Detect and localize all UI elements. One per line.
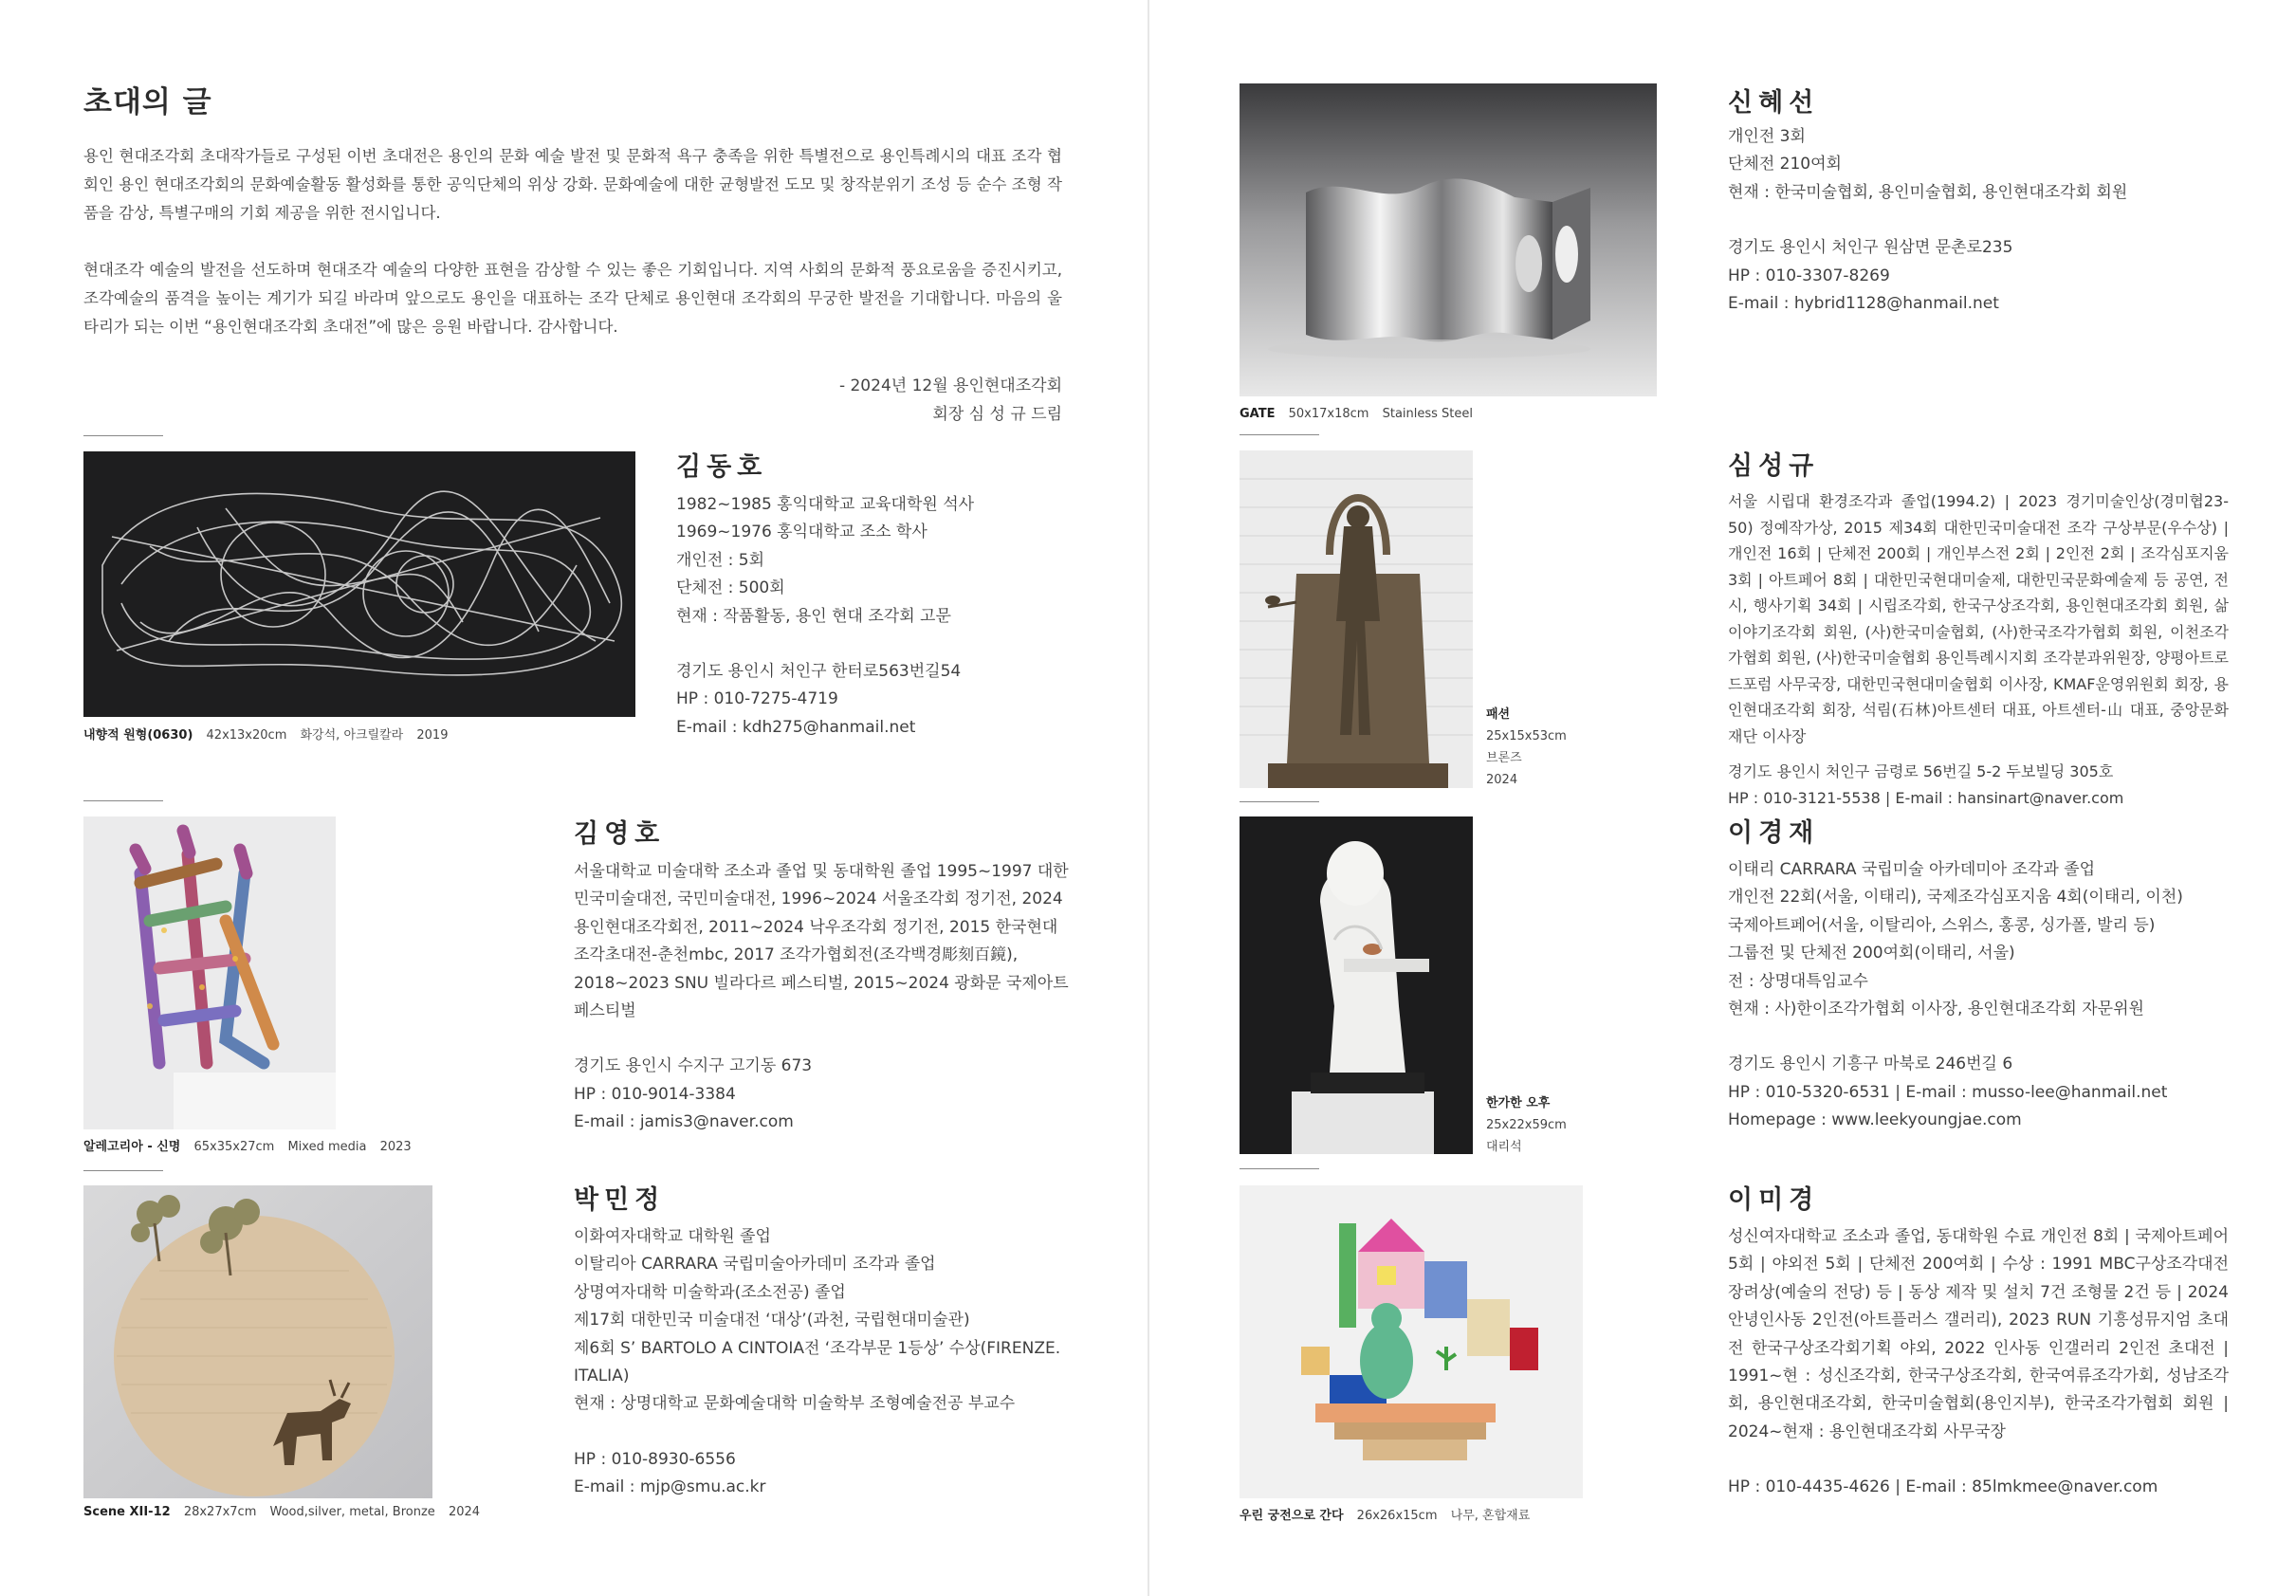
bio-line: 현재 : 작품활동, 용인 현대 조각회 고문 [676,606,951,626]
caption-size: 28x27x7cm [183,1505,257,1519]
artist-info-shin-hyesun [1728,123,2127,318]
bio-line: 1969~1976 홍익대학교 조소 학사 [676,523,928,542]
bio-line: 전 : 상명대특임교수 [1728,971,1868,991]
contact-address: 경기도 용인시 처인구 한터로563번길54 [676,662,962,682]
caption-title: 패션 [1486,707,1511,722]
contact-address: 경기도 용인시 처인구 금령로 56번길 5-2 두보빌딩 305호 [1728,762,2114,780]
bio-line: 제17회 대한민국 미술대전 ‘대상’(과천, 국립현대미술관) [574,1311,970,1330]
caption-title: Scene XII-12 [83,1505,171,1519]
artwork-caption-kim-dongho [83,725,457,743]
artist-name-shin-hyesun: 신혜선 [1728,88,1820,118]
contact-phone: HP : 010-3307-8269 [1728,266,1890,285]
bio-line: 1982~1985 홍익대학교 교육대학원 석사 [676,495,975,514]
section-divider [83,800,163,801]
bio-line: 그룹전 및 단체전 200여회(이태리, 서울) [1728,944,2015,963]
section-divider [83,435,163,436]
contact-phone-email: HP : 010-3121-5538 | E-mail : hansinart@naver.com [1728,788,2124,807]
bio-line: 이태리 CARRARA 국립미술 아카데미아 조각과 졸업 [1728,860,2096,879]
bio-line: 단체전 : 500회 [676,578,785,598]
bio-text: 서울 시립대 환경조각과 졸업(1994.2) | 2023 경기미술인상(경미협23-50) 정예작가상, 2015 제34회 대한민국미술대전 조각 구상부문(우수상) | 개인전 16회 | 단체전 200회 | 개인부스전 2회 | 2인전 2회 | 조각심포지움 3회 | 아트페어 8회 | 대한민국현대미술제, 대한민국문화예술제 등 공연, 전시, 행사기획 34회 | 시립조각회, 한국구상조각회, 용인현대조각회 회원, 삶 이야기조각회 회원, (사)한국미술협회, (사)한국조각가협회 회원, 이천조각가협회 회원, (사)한국미술협회 용인특례시지회 조각분과위원장, 양평아트로드포럼 사무국장, 대한민국현대미술협회 이사장, KMAF운영위원회 회장, 용인현대조각회 회장, 석림(石林)아트센터 대표, 아트센터-山 대표, 중앙문화재단 이사장 [1728,492,2229,745]
caption-title: 한가한 오후 [1486,1096,1551,1110]
artwork-caption-park-minjung [83,1505,489,1519]
contact-phone-email: HP : 010-4435-4626 | E-mail : 85lmkmee@naver.com [1728,1477,2158,1497]
artist-info-kim-youngho [574,858,1072,1137]
caption-material: Wood,silver, metal, Bronze [269,1505,435,1519]
artwork-image-shim-sunggyu [1240,450,1473,788]
section-divider [1240,801,1319,802]
caption-size: 42x13x20cm [206,728,287,743]
bio-line: 개인전 : 5회 [676,550,765,570]
artwork-image-lee-mikyung [1240,1185,1583,1498]
intro-signature-name: 회장 심 성 규 드림 [932,405,1062,424]
caption-material: 나무, 혼합재료 [1450,1509,1531,1523]
caption-material: Stainless Steel [1382,407,1474,421]
artist-name-lee-kyungjae: 이경재 [1728,818,1820,848]
caption-title: 알레고리아 - 신명 [83,1140,181,1154]
artwork-caption-shin-hyesun [1240,407,1482,421]
artwork-image-lee-kyungjae [1240,816,1473,1154]
caption-year: 2019 [416,728,449,743]
contact-address: 경기도 용인시 처인구 원삼면 문촌로235 [1728,238,2013,258]
caption-year: 2023 [379,1140,412,1154]
bio-line: 이탈리아 CARRARA 국립미술아카데미 조각과 졸업 [574,1255,936,1275]
caption-size: 65x35x27cm [193,1140,275,1154]
caption-title: 내향적 원형(0630) [83,728,193,743]
caption-material: 브론즈 [1486,751,1522,765]
contact-address: 경기도 용인시 수지구 고기동 673 [574,1056,813,1076]
contact-homepage: Homepage : www.leekyoungjae.com [1728,1110,2022,1130]
contact-phone: HP : 010-7275-4719 [676,689,838,709]
intro-paragraph-1: 용인 현대조각회 초대작가들로 구성된 이번 초대전은 용인의 문화 예술 발전 및 문화적 욕구 충족을 위한 특별전으로 용인특례시의 대표 조각 협회인 용인 현대조각회의 문화예술활동 활성화를 통한 공익단체의 위상 강화. 문화예술에 대한 균형발전 도모 및 창작분위기 조성 등 순수 조형 작품을 감상, 특별구매의 기회 제공을 위한 전시입니다. [83,147,1062,222]
artwork-caption-shim-sunggyu [1486,704,1567,791]
artwork-image-kim-youngho [83,816,336,1129]
bio-line: 단체전 210여회 [1728,155,1842,174]
artist-name-kim-youngho: 김영호 [574,819,666,849]
caption-title: GATE [1240,407,1276,421]
artist-info-lee-kyungjae [1728,856,2183,1135]
bio-text: 성신여자대학교 조소과 졸업, 동대학원 수료 개인전 8회 | 국제아트페어 5회 | 야외전 5회 | 단체전 200여회 | 수상 : 1991 MBC구상조각대전 장려상(예술의 전당) 등 | 동상 제작 및 설치 7건 조형물 2건 등 | 2024 안녕인사동 2인전(아트플러스 갤러리), 2023 RUN 기흥성뮤지엄 초대전 한국구상조각회기획 야외, 2022 인사동 인갤러리 2인전 초대전 | 1991~현 : 성신조각회, 한국구상조각회, 한국여류조각가회, 성남조각회, 용인현대조각회, 한국미술협회(용인지부), 한국조각가협회 회원 | 2024~현재 : 용인현대조각회 사무국장 [1728,1227,2229,1441]
artist-info-kim-dongho [676,491,974,742]
section-divider [1240,434,1319,435]
caption-year: 2024 [448,1505,481,1519]
caption-size: 50x17x18cm [1288,407,1369,421]
bio-line: 현재 : 상명대학교 문화예술대학 미술학부 조형예술전공 부교수 [574,1394,1016,1414]
caption-material: 화강석, 아크릴칼라 [300,728,404,743]
contact-address: 경기도 용인시 기흥구 마북로 246번길 6 [1728,1055,2013,1074]
artwork-caption-lee-kyungjae [1486,1092,1567,1158]
bio-line: 국제아트페어(서울, 이탈리아, 스위스, 홍콩, 싱가폴, 발리 등) [1728,915,2156,935]
artwork-image-park-minjung [83,1185,432,1498]
artwork-image-kim-dongho [83,451,635,717]
artist-info-shim-sunggyu [1728,488,2229,811]
caption-material: Mixed media [287,1140,367,1154]
intro-paragraph-2: 현대조각 예술의 발전을 선도하며 현대조각 예술의 다양한 표현을 감상할 수 있는 좋은 기회입니다. 지역 사회의 문화적 풍요로움을 증진시키고, 조각예술의 품격을 높이는 계기가 되길 바라며 앞으로도 용인을 대표하는 조각 단체로 용인현대 조각회의 무궁한 발전을 기대합니다. 마음의 울타리가 되는 이번 “용인현대조각회 초대전”에 많은 응원 바랍니다. 감사합니다. [83,261,1062,336]
contact-email: E-mail : jamis3@naver.com [574,1112,794,1132]
artist-name-shim-sunggyu: 심성규 [1728,451,1820,481]
caption-size: 26x26x15cm [1356,1509,1438,1523]
caption-size: 25x15x53cm [1486,729,1567,743]
bio-line: 개인전 3회 [1728,127,1806,146]
contact-email: E-mail : mjp@smu.ac.kr [574,1477,766,1497]
artist-name-park-minjung: 박민정 [574,1185,666,1215]
artist-info-park-minjung [574,1223,1060,1502]
contact-phone-email: HP : 010-5320-6531 | E-mail : musso-lee@hanmail.net [1728,1082,2168,1102]
bio-line: 현재 : 한국미술협회, 용인미술협회, 용인현대조각회 회원 [1728,182,2128,202]
caption-year: 2024 [1486,773,1518,787]
artist-name-lee-mikyung: 이미경 [1728,1185,1820,1215]
artwork-image-shin-hyesun [1240,83,1657,396]
contact-email: E-mail : kdh275@hanmail.net [676,717,916,737]
contact-phone: HP : 010-8930-6556 [574,1449,736,1469]
intro-title: 초대의 글 [83,85,212,119]
artwork-caption-lee-mikyung [1240,1505,1539,1523]
artist-info-lee-mikyung [1728,1223,2229,1502]
bio-text: 서울대학교 미술대학 조소과 졸업 및 동대학원 졸업 1995~1997 대한민국미술대전, 국민미술대전, 1996~2024 서울조각회 정기전, 2024 용인현대조각회전, 2011~2024 낙우조각회 정기전, 2015 한국현대조각초대전-춘천mbc, 2017 조각가협회전(조각백경彫刻百鏡), 2018~2023 SNU 빌라다르 페스티벌, 2015~2024 광화문 국제아트 페스티벌 [574,862,1069,1021]
bio-line: 제6회 S’ BARTOLO A CINTOIA전 ‘조각부문 1등상’ 수상(FIRENZE. [574,1338,1061,1358]
intro-signature-date: - 2024년 12월 용인현대조각회 [838,376,1062,395]
bio-line: 개인전 22회(서울, 이태리), 국제조각심포지움 4회(이태리, 이천) [1728,888,2183,908]
artist-name-kim-dongho: 김동호 [676,452,768,482]
contact-email: E-mail : hybrid1128@hanmail.net [1728,294,1999,314]
bio-line: 이화여자대학교 대학원 졸업 [574,1227,771,1246]
section-divider [83,1170,163,1171]
section-divider [1240,1168,1319,1169]
bio-line: 상명여자대학 미술학과(조소전공) 졸업 [574,1282,846,1302]
right-page [1149,0,2296,1596]
caption-title: 우린 궁전으로 간다 [1240,1509,1344,1523]
artwork-caption-kim-youngho [83,1136,421,1154]
contact-phone: HP : 010-9014-3384 [574,1084,736,1104]
caption-size: 25x22x59cm [1486,1118,1567,1132]
bio-line: 현재 : 사)한이조각가협회 이사장, 용인현대조각회 자문위원 [1728,1000,2144,1019]
caption-material: 대리석 [1486,1140,1522,1154]
bio-line: ITALIA) [574,1367,630,1386]
